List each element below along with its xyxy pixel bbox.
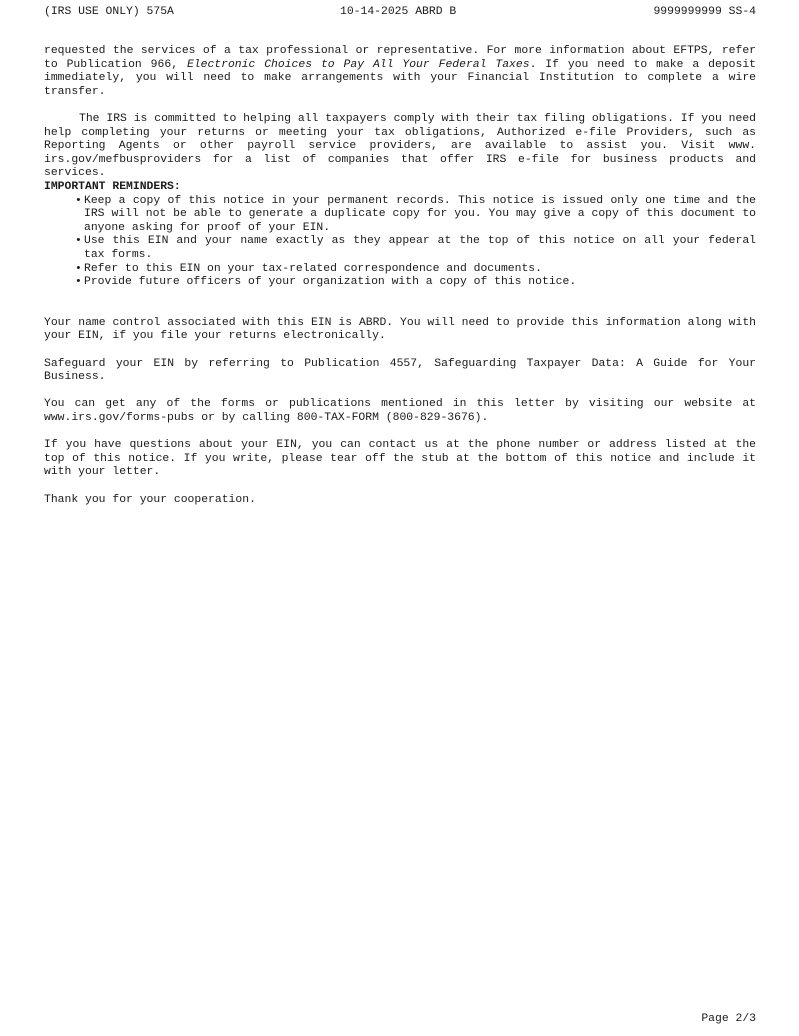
reminder-text: Refer to this EIN on your tax-related correspondence and documents. [84,262,542,275]
paragraph-thank-you: Thank you for your cooperation. [44,493,256,506]
paragraph-eftps-text-a: requested the services of a tax professional or representative. For more information about EFTPS, refer to Publication 966, [44,45,756,71]
paragraph-eftps-text-b: . If you need to make a deposit immediately, you will need to make arrangements with your Financial Institution to complete a wire transfer. [44,58,756,98]
bullet-icon: • [75,262,82,275]
paragraph-name-control: Your name control associated with this EIN is ABRD. You will need to provide this information along with your EIN, if you file your returns electronically. [44,316,756,343]
reminder-text: Keep a copy of this notice in your permanent records. This notice is issued only one time and the IRS will not be able to generate a duplicate copy for you. You may give a copy of this document to anyone asking for proof of your EIN. [84,194,756,234]
list-item [75,235,756,262]
header-irs-use-code: (IRS USE ONLY) 575A [44,6,174,18]
publication-title: Electronic Choices to Pay All Your Federal Taxes [186,58,530,71]
paragraph-questions: If you have questions about your EIN, you can contact us at the phone number or address listed at the top of this notice. If you write, please tear off the stub at the bottom of this notice and include it with your letter. [44,439,756,479]
paragraph-safeguard-ein: Safeguard your EIN by referring to Publication 4557, Safeguarding Taxpayer Data: A Guide for Your Business. [44,357,756,384]
list-item [75,194,756,236]
reminders-list [44,195,756,290]
page-header [44,5,756,19]
header-ein-form: 9999999999 SS-4 [653,6,756,18]
paragraph-efile-providers: The IRS is committed to helping all taxpayers comply with their tax filing obligations. If you need help completing your returns or meeting your tax obligations, Authorized e-file Providers, such as Reporting Agents or other payroll service providers, are available to assist you. Visit www. irs.gov/mefbusproviders for a list of companies that offer IRS e-file for business products and services. [44,112,756,180]
paragraph-eftps [44,45,756,99]
bullet-icon: • [75,235,82,248]
header-date-name-control: 10-14-2025 ABRD B [340,6,457,18]
list-item [75,262,756,277]
paragraph-forms-pubs: You can get any of the forms or publications mentioned in this letter by visiting our website at www.irs.gov/forms-pubs or by calling 800-TAX-FORM (800-829-3676). [44,398,756,425]
reminder-text: Provide future officers of your organization with a copy of this notice. [84,276,577,289]
bullet-icon: • [75,194,82,207]
letter-body [44,45,756,507]
reminder-text: Use this EIN and your name exactly as they appear at the top of this notice on all your federal tax forms. [84,235,756,261]
list-item [75,276,756,290]
page-number: Page 2/3 [701,1013,756,1025]
bullet-icon: • [75,276,82,289]
reminders-heading: IMPORTANT REMINDERS: [44,180,181,193]
